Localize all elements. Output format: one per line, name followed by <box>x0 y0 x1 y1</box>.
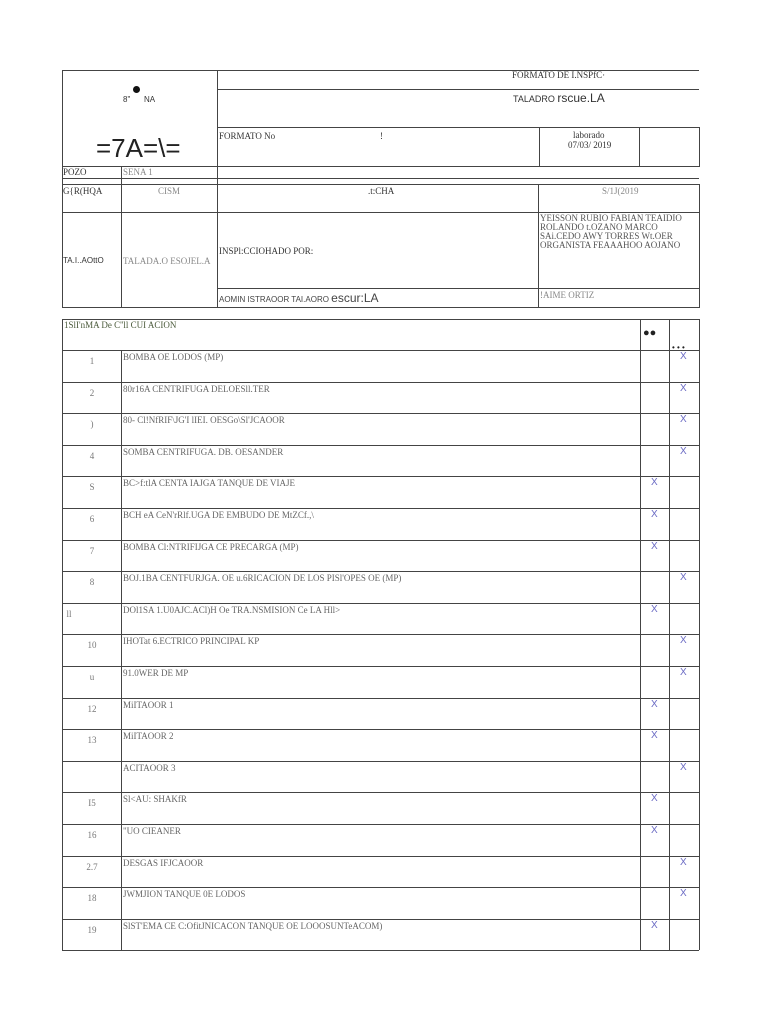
row-description: DESGAS IFJCAOOR <box>123 858 204 868</box>
check-col2-mark: X <box>680 414 687 425</box>
row-number: 18 <box>87 893 97 903</box>
row-number: 1 <box>89 356 95 366</box>
row-number: 12 <box>87 704 97 714</box>
taladro-name: rscue.LA <box>557 91 605 105</box>
taladro-prefix: TALADRO <box>513 94 558 104</box>
elaborado-label: laborado <box>573 130 605 140</box>
row-description: Sl<AU: SHAKfR <box>123 794 187 804</box>
check-col2-mark: X <box>680 635 687 646</box>
row-number: S <box>89 482 95 492</box>
row-description: 91.0WER DE MP <box>123 668 189 678</box>
row-number: u <box>89 672 95 682</box>
taladro-value: TALADA.O ESOJEL.A <box>123 256 211 266</box>
row-number: ) <box>90 419 94 429</box>
check-col1-mark: X <box>651 793 658 804</box>
fecha-value: S/1J(2019 <box>602 186 639 196</box>
row-number: 10 <box>87 640 97 650</box>
row-number: ll <box>66 609 72 619</box>
row-description: MiITAOOR 1 <box>123 700 174 710</box>
check-col1-mark: X <box>651 477 658 488</box>
check-col2-mark: X <box>680 446 687 457</box>
format-no-label: FORMATO No <box>219 131 276 141</box>
check-col2-mark: X <box>680 667 687 678</box>
check-col1-mark: X <box>651 541 658 552</box>
row-description: DOl1SA 1.U0AJC.ACl)H Oe TRA.NSMISION Ce LA Hll> <box>123 605 341 615</box>
row-description: IHOTat 6.ECTRICO PRINCIPAL KP <box>123 636 260 646</box>
gerencia-value: CISM <box>158 186 181 196</box>
check-col1-mark: X <box>651 825 658 836</box>
row-number: 8 <box>89 577 95 587</box>
row-description: SOMBA CENTRIFUGA. DB. OESANDER <box>123 447 284 457</box>
row-description: BOMBA OE LODOS (MP) <box>123 352 224 362</box>
row-description: BC>f:tlA CENTA IAJGA TANQUE DE VIAJE <box>123 478 296 488</box>
admin-label-line <box>219 292 379 306</box>
row-description: BOJ.1BA CENTFURJGA. OE u.6RICACION DE LOS PISl'OPES OE (MP) <box>123 573 402 583</box>
row-description: 80r16A CENTRIFUGA DELOESll.TER <box>123 384 270 394</box>
check-col1-mark: X <box>651 509 658 520</box>
inspeccionado-label: INSPl:CCIOHADO POR: <box>219 246 314 256</box>
row-description: BCH eA CeN'rRlf.UGA DE EMBUDO DE MtZCf.,\ <box>123 510 314 520</box>
row-number: 19 <box>87 925 97 935</box>
row-number: 16 <box>87 830 97 840</box>
row-number: 6 <box>89 514 95 524</box>
check-col2-mark: X <box>680 351 687 362</box>
taladro-heading <box>513 92 605 105</box>
logo-na-text: NA <box>144 95 156 104</box>
check-col2-mark: X <box>680 857 687 868</box>
check-col1-mark: X <box>651 604 658 615</box>
check-col2-mark: X <box>680 888 687 899</box>
check-col2-mark: X <box>680 762 687 773</box>
check-col1-mark: X <box>651 920 658 931</box>
check-col2-mark: X <box>680 572 687 583</box>
row-description: BOMBA Cl:NTRIFIJGA CE PRECARGA (MP) <box>123 542 299 552</box>
row-number: 13 <box>87 735 97 745</box>
check-col1-mark: X <box>651 699 658 710</box>
admin-label: AOMIN ISTRAOOR TAI.AORO <box>219 295 329 304</box>
format-title: FORMATO DE I.NSPfC· <box>512 70 606 80</box>
col2-header: • • • <box>672 343 685 352</box>
row-number: 2 <box>89 388 95 398</box>
fecha-label: .t:CHA <box>368 186 395 196</box>
pozo-value: SENA 1 <box>123 167 153 177</box>
taladro-label: TA.I..AOttO <box>63 256 104 265</box>
elaborado-date: 07/03/ 2019 <box>568 140 612 150</box>
row-description: ACITAOOR 3 <box>123 763 176 773</box>
row-number: 7 <box>89 546 95 556</box>
logo-mark: =7A=\= <box>96 133 181 163</box>
row-description: JWMJION TANQUE 0E LODOS <box>123 889 246 899</box>
row-description: 80- Cl!NfRIF\JG'I lIEI. OESGo\Sl'JCAOOR <box>123 415 285 425</box>
gerencia-label: G{R(HQA <box>63 186 103 196</box>
logo-dot-icon <box>133 86 140 93</box>
row-description: SlST'EMA CE C:OfitJNICACON TANQUE OE LOOOSUNTeACOM) <box>123 921 383 931</box>
check-col2-mark: X <box>680 383 687 394</box>
row-description: "UO CIEANER <box>123 826 181 836</box>
system-title: 1SlI'nMA De C''ll CUI ACION <box>64 320 177 330</box>
admin-taladro: escur:LA <box>331 291 379 305</box>
col1-header: ●● <box>643 327 657 339</box>
row-number: I5 <box>88 798 96 808</box>
row-number: 2.7 <box>86 862 98 872</box>
row-number: 4 <box>89 451 95 461</box>
logo-small-text: 8" <box>123 95 131 104</box>
check-col1-mark: X <box>651 730 658 741</box>
format-no-mark: ! <box>380 131 383 141</box>
row-description: MiITAOOR 2 <box>123 731 174 741</box>
pozo-label: POZO <box>63 167 87 177</box>
admin-value: !AIME ORTIZ <box>540 290 595 300</box>
inspectors-list: YEISSON RUBIO FABIAN TEAIDIO ROLANDO t.OZANO MARCO SAi.CEDO AWY TORRES Wt.OER ORGANISTA FEAAAHOO AOJANO <box>540 213 682 250</box>
